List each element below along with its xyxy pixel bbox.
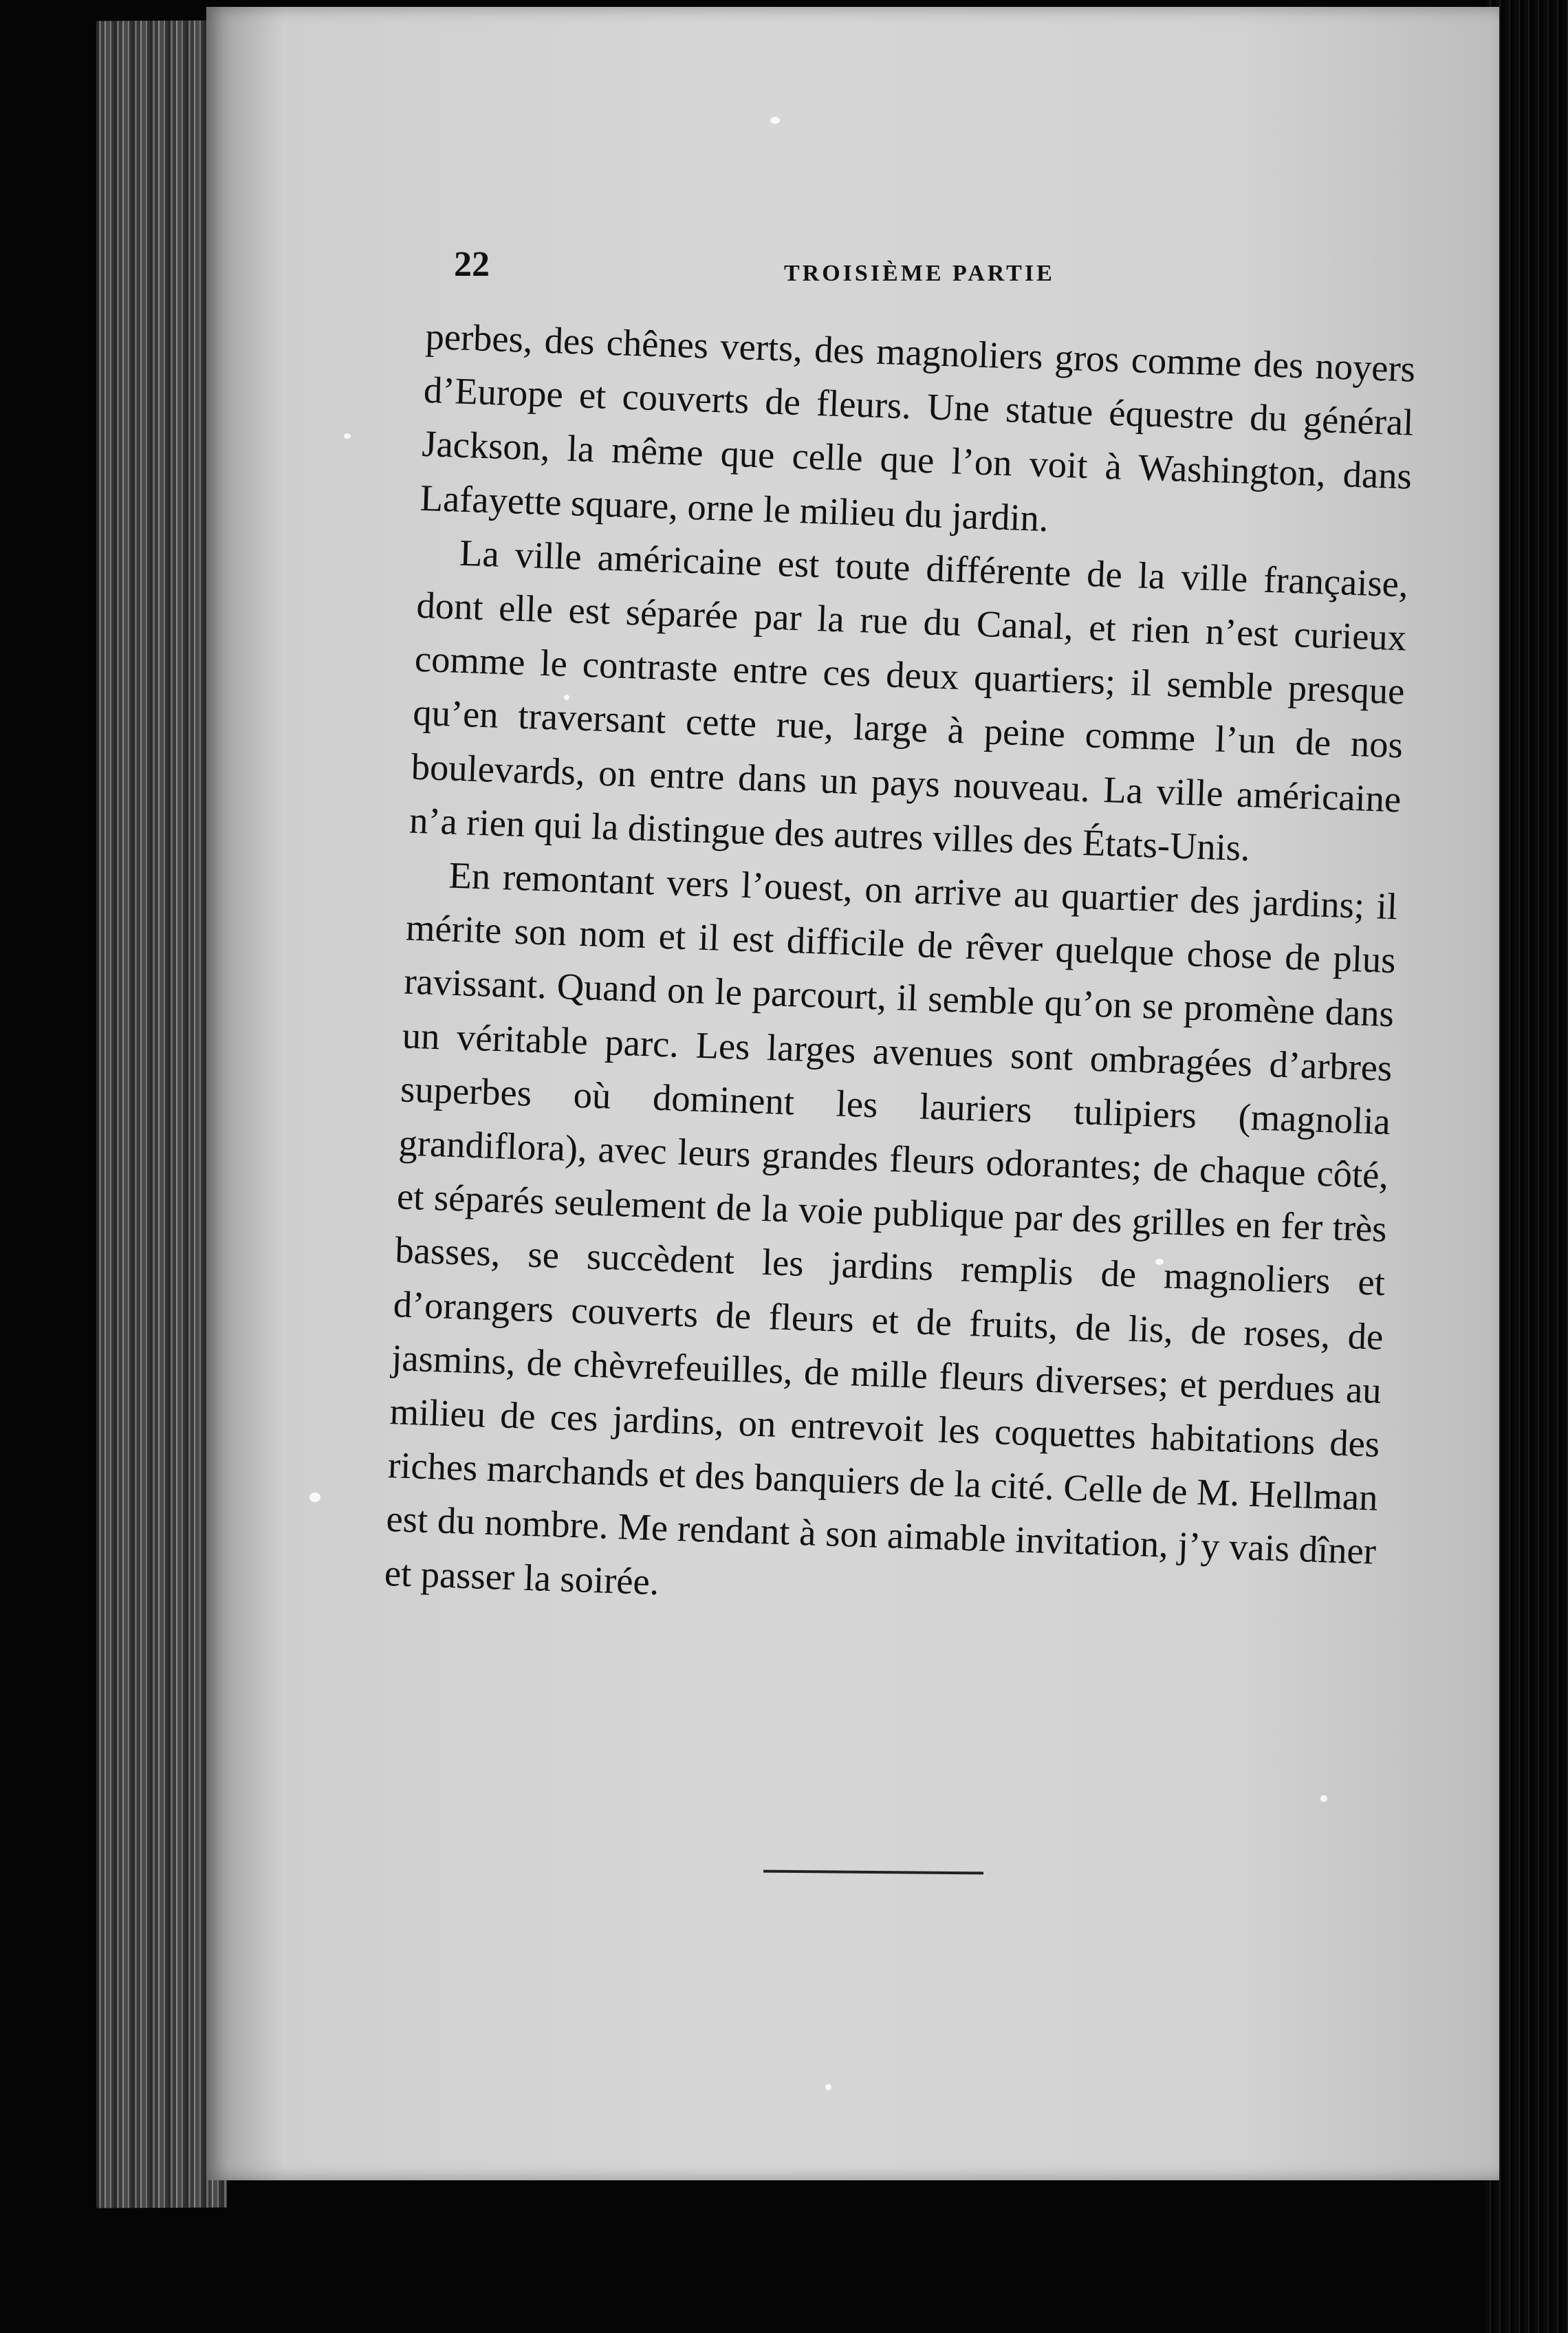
paragraph-ville-americaine: La ville américaine est toute différente de la ville française, dont elle est séparée par la rue du Canal, et rien n’est curieux comme le contraste entre ces deux quartiers; il semble presque qu’en traversant cette rue, large à peine comme l’un de nos boulevards, on entre dans un pays nouveau. La ville américaine n’a rien qui la distingue des autres villes des États-Unis. <box>409 531 1409 869</box>
page-number: 22 <box>454 245 490 284</box>
dust-speck <box>1320 1795 1327 1802</box>
page-header <box>454 244 1430 292</box>
paragraph-continuation: perbes, des chênes verts, des magnoliers gros comme des noyers d’Europe et couverts de fleurs. Une statue équestre du général Jackson, la même que celle que l’on voit à Washington, dans Lafayette square, orne le milieu du jardin. <box>419 314 1416 539</box>
dust-speck <box>309 1493 320 1502</box>
dust-speck <box>825 2084 831 2090</box>
dust-speck <box>344 433 351 439</box>
running-head: TROISIÈME PARTIE <box>784 261 1055 286</box>
body-text <box>384 310 1416 1633</box>
dust-speck <box>770 117 780 124</box>
paragraph-quartier-jardins: En remontant vers l’ouest, on arrive au quartier des jardins; il mérite son nom et il est difficile de rêver quelque chose de plus ravissant. Quand on le parcourt, il semble qu’on se promène dans un véritable parc. Les larges avenues sont ombragées d’arbres superbes où dominent les lauriers tulipiers (magnolia grandiflora), avec leurs grandes fleurs odorantes; de chaque côté, et séparés seulement de la voie publique par des grilles en fer très basses, se succèdent les jardins remplis de magnoliers et d’orangers couverts de fleurs et de fruits, de lis, de roses, de jasmins, de chèvrefeuilles, de mille fleurs diverses; et perdues au milieu de ces jardins, on entrevoit les coquettes habitations des riches marchands et des banquiers de la cité. Celle de M. Hellman est du nombre. Me rendant à son aimable invitation, j’y vais dîner et passer la soirée. <box>384 854 1399 1603</box>
